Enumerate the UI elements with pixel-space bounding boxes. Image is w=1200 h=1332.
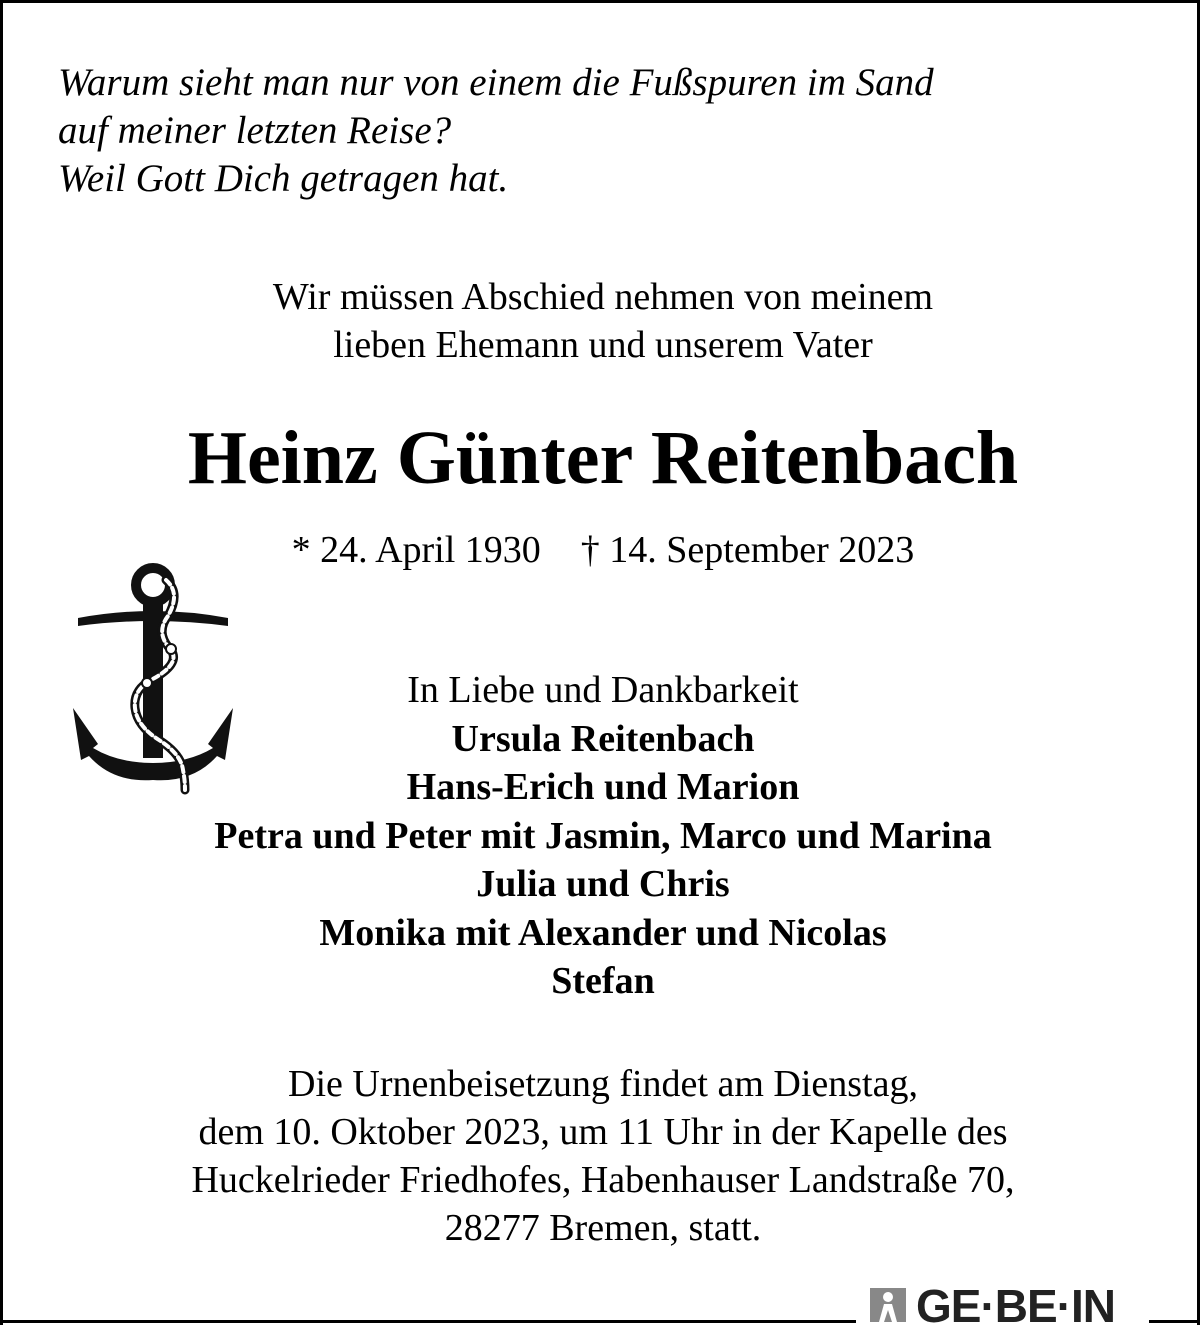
farewell-intro — [3, 273, 1200, 369]
funeral-line: Die Urnenbeisetzung findet am Dienstag, — [288, 1063, 918, 1105]
quote-line: auf meiner letzten Reise? — [58, 109, 452, 152]
death-date: † 14. September 2023 — [580, 529, 915, 571]
mourner-name: Julia und Chris — [476, 863, 730, 905]
mourner-name: Ursula Reitenbach — [451, 717, 755, 760]
quote-line: Warum sieht man nur von einem die Fußspuren im Sand — [58, 61, 934, 104]
funeral-line: dem 10. Oktober 2023, um 11 Uhr in der Kapelle des — [198, 1111, 1008, 1153]
mourners-heading: In Liebe und Dankbarkeit — [407, 669, 799, 711]
gebein-logo-text: GE·BE·IN — [916, 1280, 1115, 1332]
deceased-name: Heinz Günter Reitenbach — [187, 416, 1019, 500]
funeral-line: Huckelrieder Friedhofes, Habenhauser Landstraße 70, — [191, 1159, 1015, 1201]
intro-line: lieben Ehemann und unserem Vater — [333, 324, 873, 366]
funeral-line: 28277 Bremen, statt. — [444, 1207, 762, 1249]
mourner-name: Hans-Erich und Marion — [406, 766, 800, 808]
mourner-name: Monika mit Alexander und Nicolas — [319, 911, 887, 954]
funeral-details — [3, 1060, 1200, 1252]
bottom-rule — [3, 1320, 856, 1323]
birth-date: * 24. April 1930 — [291, 529, 541, 571]
gebein-logo — [866, 1280, 1115, 1332]
mourner-name: Stefan — [551, 960, 655, 1002]
mourners-block — [3, 666, 1200, 1006]
memorial-quote — [58, 59, 934, 203]
quote-line: Weil Gott Dich getragen hat. — [58, 157, 509, 200]
intro-line: Wir müssen Abschied nehmen von meinem — [272, 276, 934, 318]
bottom-rule — [1149, 1320, 1197, 1323]
gebein-logo-icon — [866, 1286, 910, 1326]
mourner-name: Petra und Peter mit Jasmin, Marco und Marina — [214, 814, 992, 857]
